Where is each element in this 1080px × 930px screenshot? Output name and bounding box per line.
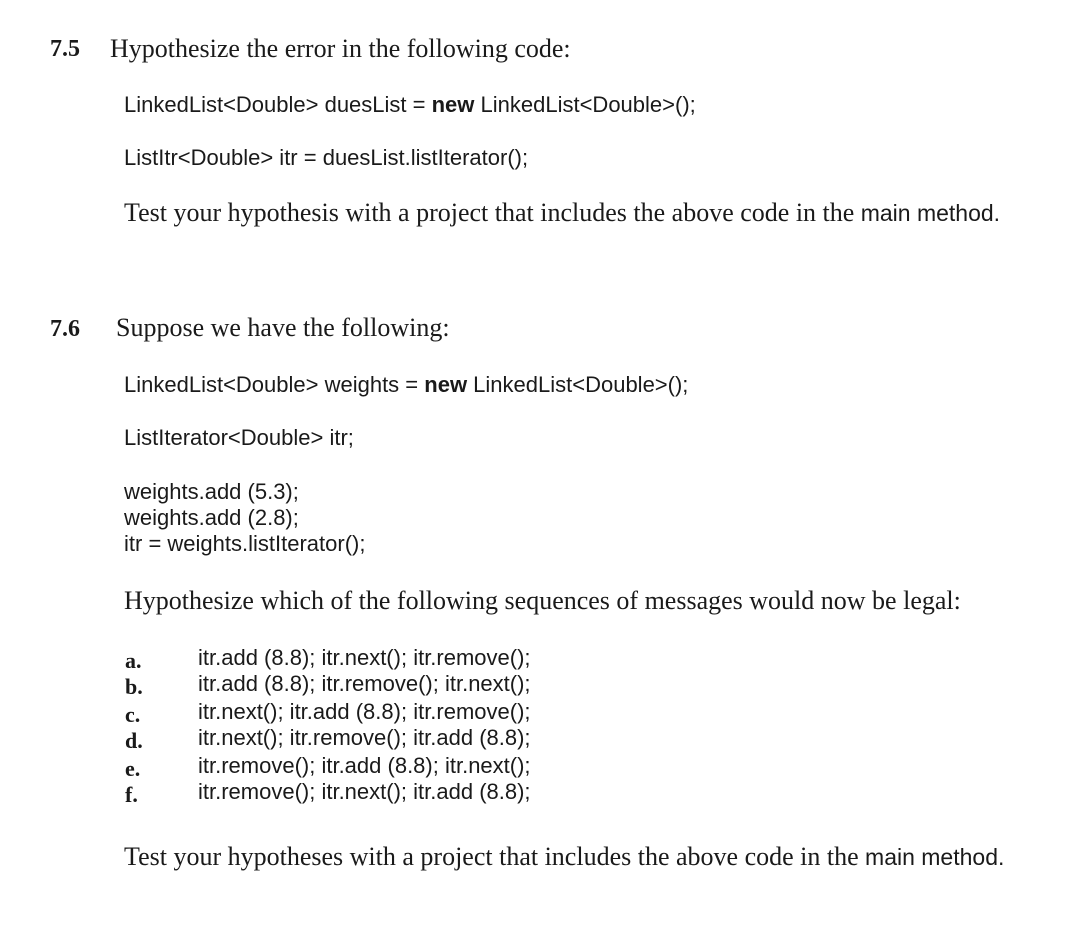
code-line: itr = weights.listIterator();: [124, 531, 366, 556]
problem-number: 7.5: [50, 36, 80, 62]
code-text: LinkedList<Double>();: [474, 92, 696, 117]
problem-number: 7.6: [50, 316, 80, 342]
code-text: LinkedList<Double> duesList =: [124, 92, 432, 117]
test-instruction: Test your hypotheses with a project that includes the above code in the main method.: [124, 842, 1005, 871]
code-line: weights.add (2.8);: [124, 505, 299, 530]
code-keyword: new: [431, 92, 475, 117]
code-line: [124, 92, 696, 118]
problem-prompt: Suppose we have the following:: [116, 313, 450, 342]
code-text: LinkedList<Double>();: [467, 372, 689, 397]
option-label: b.: [125, 674, 143, 699]
code-line: weights.add (5.3);: [124, 479, 299, 504]
code-text: ListItr<Double> itr = duesList.listIterator();: [124, 145, 529, 170]
option-label: e.: [125, 756, 141, 781]
option-code: itr.remove(); itr.next(); itr.add (8.8);: [198, 779, 531, 804]
test-instruction: Test your hypothesis with a project that includes the above code in the main method.: [124, 198, 1001, 227]
code-keyword: new: [424, 372, 468, 397]
question-text: Hypothesize which of the following sequences of messages would now be legal:: [124, 586, 961, 615]
option-label: d.: [125, 728, 143, 753]
option-label: f.: [125, 782, 138, 807]
option-label: a.: [125, 648, 142, 673]
code-line: [124, 372, 688, 398]
option-code: itr.remove(); itr.add (8.8); itr.next();: [198, 753, 531, 778]
option-code: itr.add (8.8); itr.next(); itr.remove();: [198, 645, 531, 670]
option-code: itr.next(); itr.add (8.8); itr.remove();: [198, 699, 531, 724]
code-line: [124, 145, 528, 171]
option-code: itr.next(); itr.remove(); itr.add (8.8);: [198, 725, 531, 750]
option-code: itr.add (8.8); itr.remove(); itr.next();: [198, 671, 531, 696]
option-label: c.: [125, 702, 141, 727]
code-line: ListIterator<Double> itr;: [124, 425, 354, 450]
problem-prompt: Hypothesize the error in the following code:: [110, 34, 571, 63]
code-text: LinkedList<Double> weights =: [124, 372, 425, 397]
